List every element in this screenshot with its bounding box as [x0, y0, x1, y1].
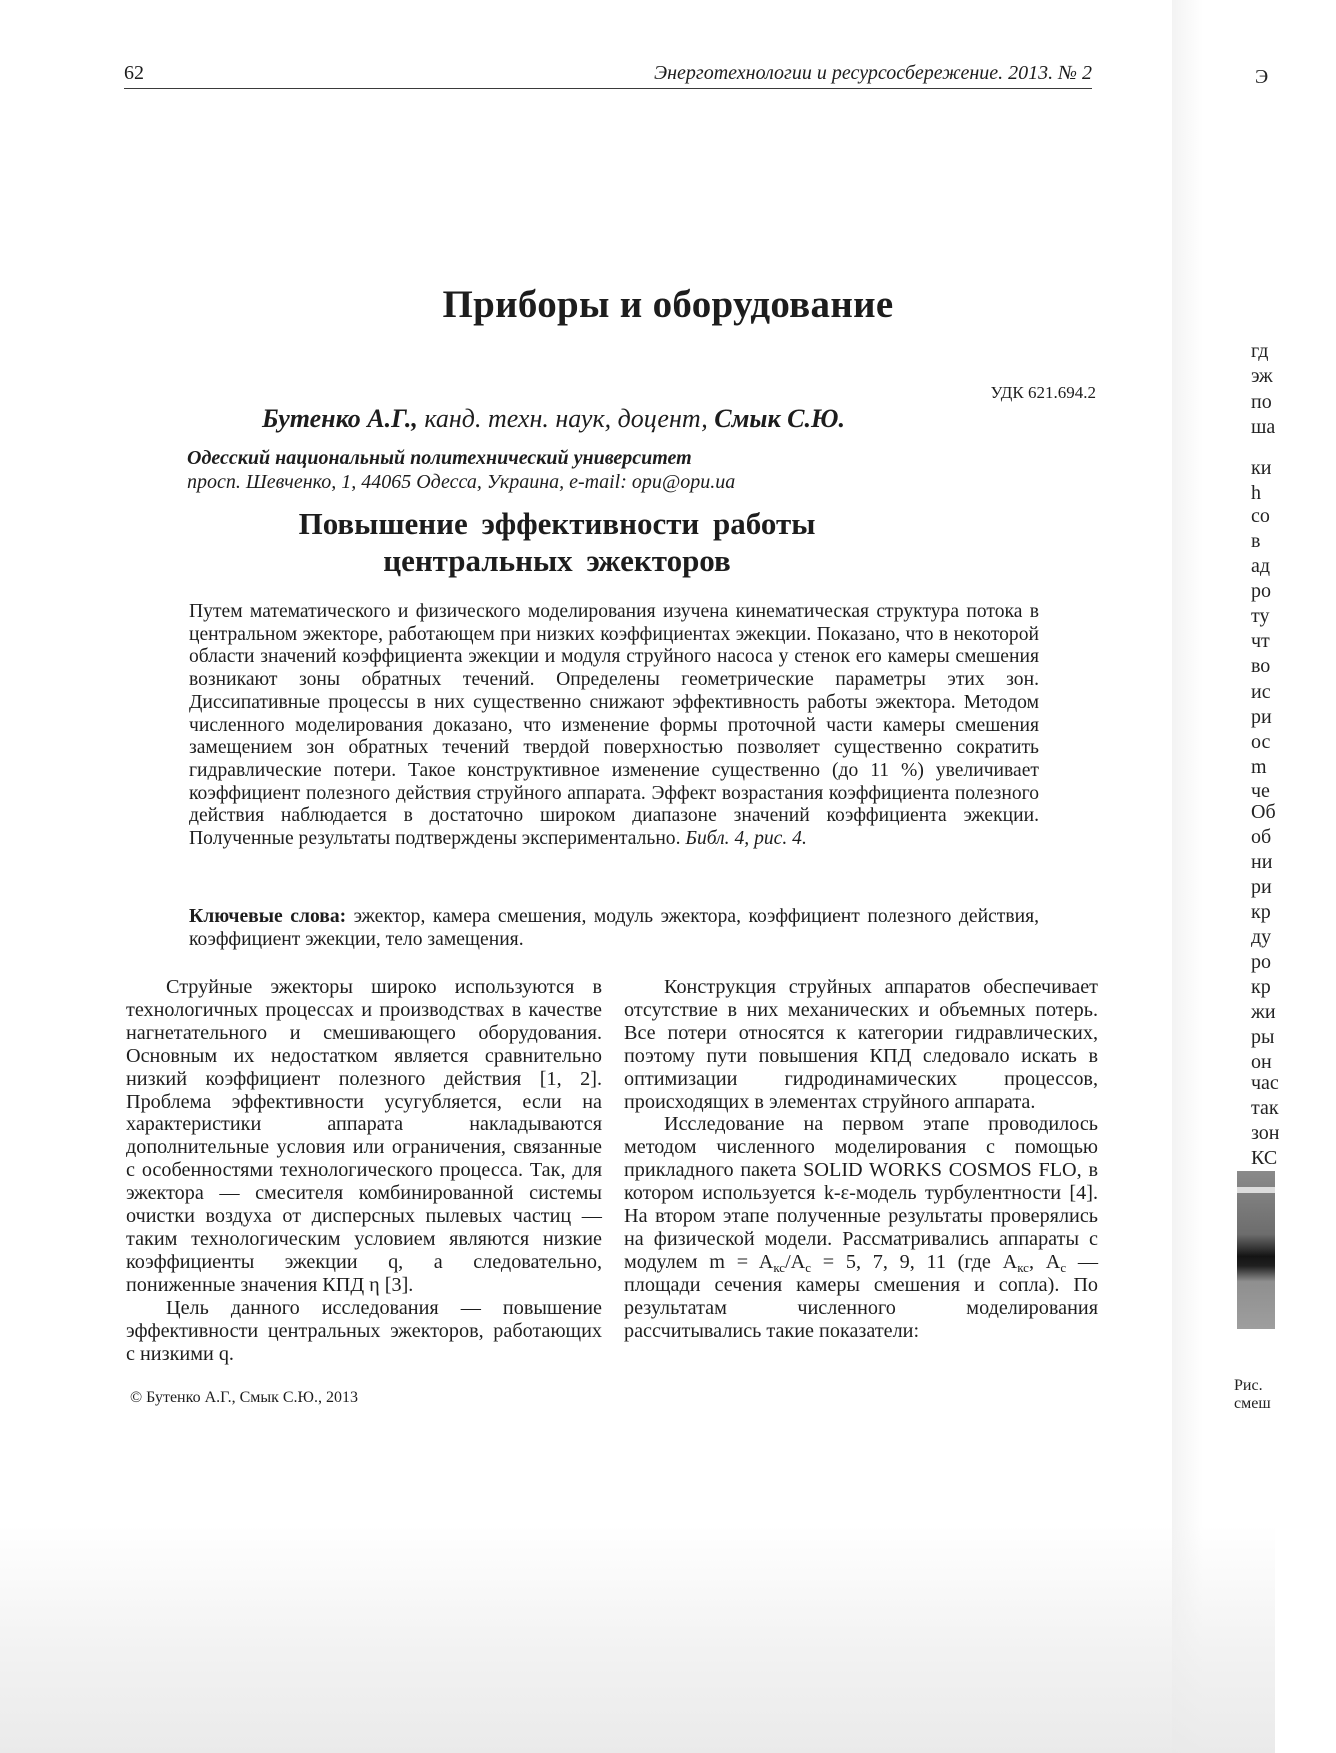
adjacent-page-fragment: в	[1251, 530, 1261, 552]
adjacent-page-fragment: гд	[1251, 340, 1269, 362]
adjacent-page-glyph: Э	[1255, 66, 1269, 88]
paper-title	[0, 505, 1114, 579]
adjacent-page-fragment: h	[1251, 482, 1261, 504]
adjacent-page-fragment: кр	[1251, 901, 1271, 923]
adjacent-page-fragment: ры	[1251, 1026, 1275, 1048]
adjacent-page-fragment: по	[1251, 391, 1272, 413]
page-number: 62	[124, 62, 144, 84]
authors-line	[262, 404, 1022, 434]
author-1: Бутенко А.Г.,	[262, 404, 418, 433]
body-column-left	[126, 976, 602, 1365]
adjacent-page-fragment: ри	[1251, 876, 1272, 898]
scan-shadow	[0, 1525, 1275, 1753]
abstract	[189, 601, 1039, 851]
adjacent-page-fragment: жи	[1251, 1001, 1276, 1023]
adjacent-page-fragment: об	[1251, 826, 1272, 848]
adjacent-page-figure	[1237, 1171, 1275, 1329]
journal-name: Энерготехнологии и ресурсосбережение. 2013. № 2	[654, 62, 1092, 84]
udc-code: УДК 621.694.2	[990, 383, 1096, 402]
adjacent-page-fragment: m	[1251, 756, 1267, 778]
adjacent-page-fragment: ро	[1251, 951, 1271, 973]
body-paragraph: Цель данного исследования — повышение эффективности центральных эжекторов, работающих с низкими q.	[126, 1296, 602, 1365]
keywords-label: Ключевые слова:	[189, 906, 347, 927]
affiliation	[187, 447, 1087, 494]
adjacent-page-fragment: ни	[1251, 851, 1273, 873]
adjacent-page-fragment: час	[1251, 1072, 1279, 1094]
body-text: Исследование на первом этапе проводилось методом численного моделирования с помощью прикладного пакета SOLID WORKS COSMOS FLO, в котором используется k-ε-модель турбулентности [4]. На втором этапе полученные результаты проверялись на физической модели. Рассматривались аппараты с модулем m = A	[624, 1113, 1098, 1273]
paper-title-line-2: центральных эжекторов	[383, 543, 731, 578]
adjacent-page-fragment: ки	[1251, 457, 1272, 479]
subscript: кс	[1017, 1259, 1029, 1275]
keywords	[189, 905, 1039, 951]
body-text: = 5, 7, 9, 11 (где A	[811, 1250, 1018, 1273]
adjacent-page-fragment: чт	[1251, 630, 1270, 652]
author-1-credentials: канд. техн. наук, доцент,	[417, 404, 715, 433]
body-paragraph: Конструкция струйных аппаратов обеспечивает отсутствие в них механических и объемных потерь. Все потери относятся к категории гидравлических, поэтому пути повышения КПД следовало искать в оптимизации гидродинамических процессов, происходящих в элементах струйного аппарата.	[624, 976, 1098, 1113]
body-paragraph: Струйные эжекторы широко используются в технологичных процессах и производствах в качестве нагнетательного и смешивающего оборудования. Основным их недостатком является сравнительно низкий коэффициент полезного действия [1, 2]. Проблема эффективности усугубляется, если на характеристики аппарата накладываются дополнительные условия или ограничения, связанные с особенностями технологического процесса. Так, для эжектора — смесителя комбинированной системы очистки воздуха от дисперсных пылевых частиц — таким технологическим условием являются низкие коэффициенты эжекции q, а следовательно, пониженные значения КПД η [3].	[126, 976, 602, 1296]
adjacent-page-fragment: ад	[1251, 555, 1271, 577]
adjacent-page-fragment: ша	[1251, 416, 1276, 438]
section-title: Приборы и оборудование	[442, 283, 894, 326]
adjacent-page-fragment: ри	[1251, 706, 1272, 728]
body-text: /A	[785, 1250, 806, 1273]
body-paragraph	[624, 1113, 1098, 1342]
adjacent-page-fragment: со	[1251, 505, 1270, 527]
adjacent-page-fragment: так	[1251, 1097, 1279, 1119]
adjacent-page-fragment: эж	[1251, 365, 1273, 387]
adjacent-page-fragment: ро	[1251, 580, 1271, 602]
body-text: — площади сечения камеры смешения и сопла). По результатам численного моделирования рассчитывались такие показатели:	[624, 1250, 1099, 1342]
adjacent-page-fragment: зон	[1251, 1122, 1280, 1144]
affiliation-address: просп. Шевченко, 1, 44065 Одесса, Украина, e-mail: opu@opu.ua	[187, 471, 736, 493]
adjacent-page-fragment: он	[1251, 1051, 1272, 1073]
subscript: с	[1060, 1259, 1067, 1275]
paper-title-line-1: Повышение эффективности работы	[298, 506, 816, 541]
adjacent-page-fragment: ос	[1251, 731, 1271, 753]
adjacent-page-fragment: ту	[1251, 605, 1270, 627]
abstract-bibliography: Библ. 4, рис. 4.	[685, 828, 807, 850]
adjacent-page-fragment: ис	[1251, 681, 1271, 703]
adjacent-figure-caption: Рис.	[1234, 1377, 1263, 1394]
adjacent-page-fragment: че	[1251, 780, 1270, 802]
adjacent-page-fragment: КС	[1251, 1147, 1278, 1169]
running-header	[124, 62, 1092, 89]
subscript: кс	[773, 1259, 786, 1275]
keywords-text: эжектор, камера смешения, модуль эжектора, коэффициент полезного действия, коэффициент эжекции, тело замещения.	[189, 906, 1039, 950]
copyright: © Бутенко А.Г., Смык С.Ю., 2013	[130, 1389, 358, 1406]
adjacent-page-fragment: кр	[1251, 976, 1271, 998]
author-2: Смык С.Ю.	[714, 404, 845, 433]
figure-stripe	[1237, 1187, 1275, 1193]
body-text: , A	[1028, 1250, 1061, 1273]
abstract-text: Путем математического и физического моделирования изучена кинематическая структура потока в центральном эжекторе, работающем при низких коэффициентах эжекции. Показано, что в некоторой области значений коэффициента эжекции и модуля струйного насоса у стенок его камеры смешения возникают зоны обратных течений. Определены геометрические параметры этих зон. Диссипативные процессы в них существенно снижают эффективность работы эжектора. Методом численного моделирования доказано, что изменение формы проточной части камеры смешения замещением зон обратных течений твердой поверхностью позволяет существенно сократить гидравлические потери. Такое конструктивное изменение существенно (до 11 %) увеличивает коэффициент полезного действия струйного аппарата. Эффект возрастания коэффициента полезного действия наблюдается в достаточно широком диапазоне значений коэффициента эжекции. Полученные результаты подтверждены экспериментально.	[189, 601, 1039, 850]
subscript: с	[805, 1259, 812, 1275]
adjacent-page-fragment: Об	[1251, 801, 1276, 823]
body-column-right	[624, 976, 1098, 1343]
adjacent-figure-caption: смеш	[1234, 1395, 1271, 1412]
adjacent-page-fragment: во	[1251, 655, 1271, 677]
affiliation-org: Одесский национальный политехнический университет	[187, 447, 692, 469]
adjacent-page-fragment: ду	[1251, 926, 1272, 948]
